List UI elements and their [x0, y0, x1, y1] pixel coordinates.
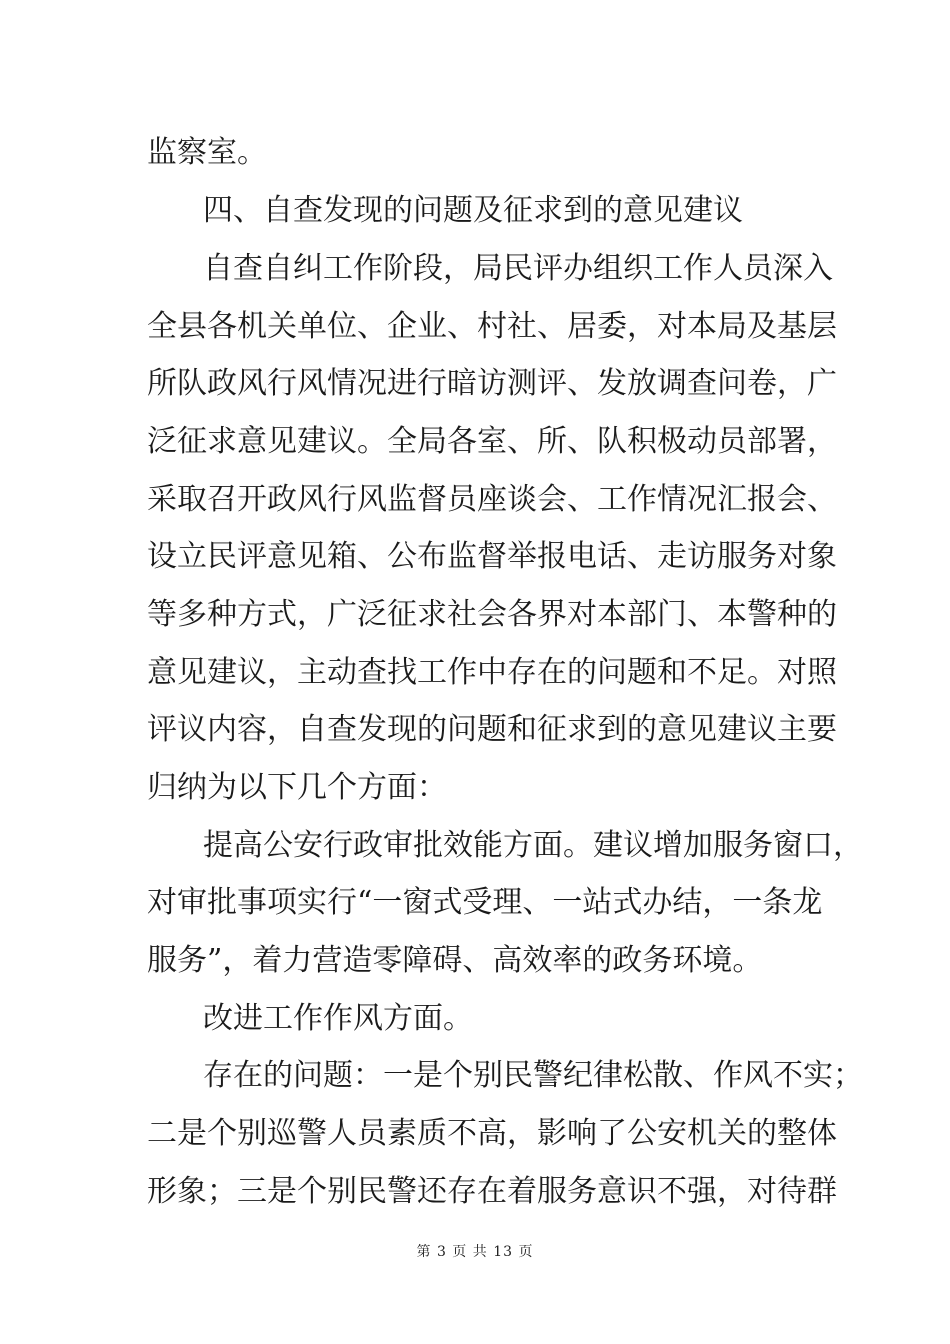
- text-line: 服务”，着力营造零障碍、高效率的政务环境。: [147, 943, 763, 978]
- text-line: 对审批事项实行“一窗式受理、一站式办结，一条龙: [147, 885, 823, 920]
- text-line: 泛征求意见建议。全局各室、所、队积极动员部署，: [147, 424, 837, 459]
- text-line: 所队政风行风情况进行暗访测评、发放调查问卷，广: [147, 366, 837, 401]
- text-line: 自查自纠工作阶段，局民评办组织工作人员深入: [203, 251, 833, 286]
- text-line: 等多种方式，广泛征求社会各界对本部门、本警种的: [147, 597, 837, 632]
- section-heading: 四、自查发现的问题及征求到的意见建议: [203, 193, 743, 228]
- text-line: 全县各机关单位、企业、村社、居委，对本局及基层: [147, 309, 837, 344]
- text-line: 评议内容，自查发现的问题和征求到的意见建议主要: [147, 712, 837, 747]
- text-line: 存在的问题：一是个别民警纪律松散、作风不实；: [203, 1058, 863, 1093]
- text-line: 设立民评意见箱、公布监督举报电话、走访服务对象: [147, 539, 837, 574]
- text-line: 形象；三是个别民警还存在着服务意识不强，对待群: [147, 1174, 837, 1209]
- text-line: 改进工作作风方面。: [203, 1001, 473, 1036]
- text-line: 二是个别巡警人员素质不高，影响了公安机关的整体: [147, 1116, 837, 1151]
- text-line: 采取召开政风行风监督员座谈会、工作情况汇报会、: [147, 482, 837, 517]
- text-line: 归纳为以下几个方面：: [147, 770, 447, 805]
- text-line: 监察室。: [147, 135, 267, 170]
- text-line: 提高公安行政审批效能方面。建议增加服务窗口，: [203, 828, 863, 863]
- text-line: 意见建议，主动查找工作中存在的问题和不足。对照: [147, 655, 837, 690]
- page-number: 第 3 页 共 13 页: [416, 1244, 534, 1260]
